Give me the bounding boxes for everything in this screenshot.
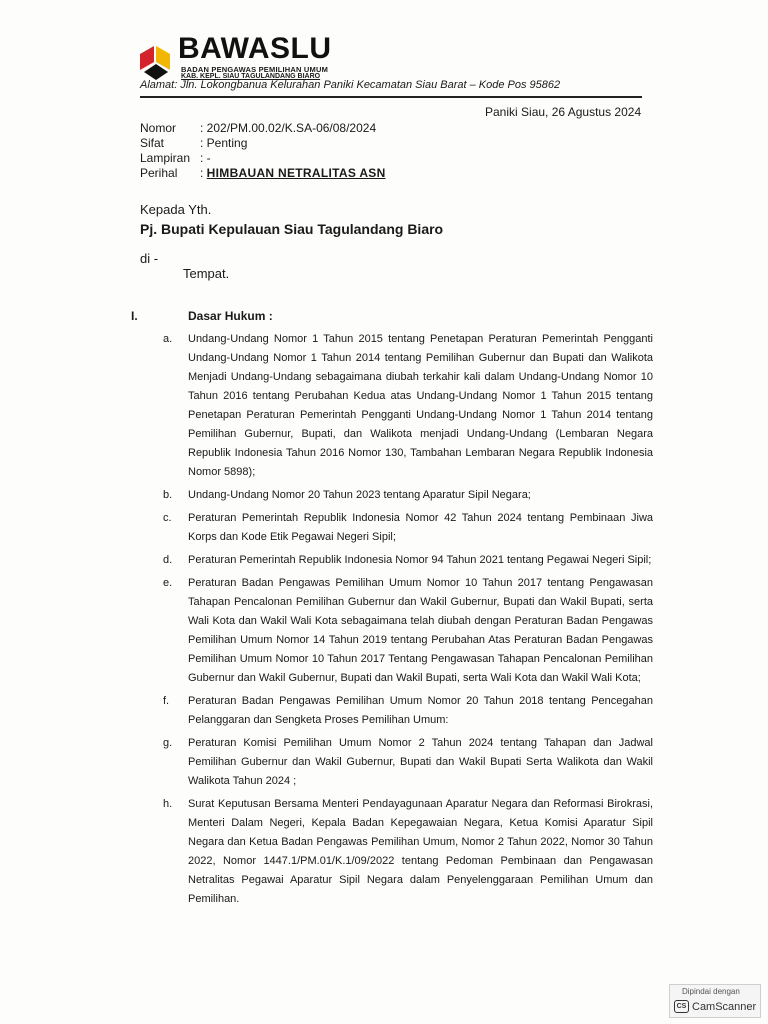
list-item [163, 692, 653, 730]
letter-date: Paniki Siau, 26 Agustus 2024 [485, 105, 642, 119]
legal-basis-list [163, 330, 653, 913]
camscanner-stamp [669, 984, 761, 1018]
list-item [163, 574, 653, 688]
nomor-label: Nomor [140, 121, 177, 135]
list-item-text: Surat Keputusan Bersama Menteri Pendayagunaan Aparatur Negara dan Reformasi Birokrasi, Menteri Dalam Negeri, Kepala Badan Kepegawaian Negara, Ketua Komisi Aparatur Sipil Negara dan Ketua Badan Pengawas Pemilihan Umum, Nomor 2 Tahun 2022, Nomor 30 Tahun 2022, Nomor 1447.1/PM.01/K.1/09/2022 tentang Pedoman Pembinaan dan Pengawasan Netralitas Pegawai Aparatur Sipil Negara dalam Penyelenggaraan Pemilihan Umum dan Pemilihan. [188, 798, 653, 905]
list-item-text: Peraturan Pemerintah Republik Indonesia Nomor 94 Tahun 2021 tentang Pegawai Negeri Sipil; [188, 554, 652, 566]
list-item-text: Peraturan Badan Pengawas Pemilihan Umum Nomor 20 Tahun 2018 tentang Pencegahan Pelanggaran dan Sengketa Proses Pemilihan Umum: [188, 695, 653, 726]
letter-meta [140, 121, 386, 181]
list-item [163, 734, 653, 791]
list-item-text: Peraturan Pemerintah Republik Indonesia Nomor 42 Tahun 2024 tentang Pembinaan Jiwa Korps dan Kode Etik Pegawai Negeri Sipil; [188, 512, 653, 543]
list-item-label: c. [163, 512, 172, 524]
section-heading [131, 309, 273, 323]
list-item-text: Undang-Undang Nomor 1 Tahun 2015 tentang Penetapan Peraturan Pemerintah Pengganti Undang-Undang Nomor 1 Tahun 2014 tentang Pemilihan Gubernur dan Bupati dan Walikota Menjadi Undang-Undang sebagaimana diubah terkahir kali dalam Undang-Undang Nomor 10 Tahun 2016 tentang Perubahan Kedua atas Undang-Undang Nomor 1 Tahun 2015 tentang Penetapan Peraturan Pemerintah Pengganti Undang-Undang Nomor 1 Tahun 2014 tentang Pemilihan Gubernur, Bupati, dan Walikota menjadi Undang-Undang (Lembaran Negara Republik Indonesia Tahun 2016 Nomor 130, Tambahan Lembaran Negara Republik Indonesia Nomor 5898); [188, 333, 653, 478]
brand-subtitle: BADAN PENGAWAS PEMILIHAN UMUM [181, 65, 329, 74]
perihal-colon: : [200, 166, 207, 180]
meta-lampiran [140, 151, 386, 166]
list-item [163, 509, 653, 547]
perihal-value: HIMBAUAN NETRALITAS ASN [206, 166, 386, 180]
brand-name: BAWASLU [178, 32, 332, 65]
sifat-label: Sifat [140, 136, 165, 150]
list-item-label: d. [163, 554, 173, 566]
section-number: I. [131, 309, 138, 323]
scanner-brand [674, 1000, 756, 1013]
nomor-value: : 202/PM.00.02/K.SA-06/08/2024 [200, 121, 377, 135]
lampiran-value: : - [200, 151, 211, 165]
section-title: Dasar Hukum : [188, 309, 273, 323]
kepada-yth: Kepada Yth. [140, 202, 212, 217]
bawaslu-logo-icon [136, 40, 178, 82]
list-item [163, 795, 653, 909]
di-label: di - [140, 251, 159, 266]
tempat-label: Tempat. [183, 266, 230, 281]
list-item-text: Undang-Undang Nomor 20 Tahun 2023 tentang Aparatur Sipil Negara; [188, 489, 531, 501]
camscanner-icon: CS [674, 1000, 689, 1013]
meta-nomor [140, 121, 386, 136]
list-item-label: e. [163, 577, 173, 589]
letterhead-address: Alamat: Jln. Lokongbanua Kelurahan Paniki Kecamatan Siau Barat – Kode Pos 95862 [140, 79, 561, 91]
list-item-label: f. [163, 695, 170, 707]
list-item [163, 486, 653, 505]
list-item-text: Peraturan Badan Pengawas Pemilihan Umum Nomor 10 Tahun 2017 tentang Pengawasan Tahapan Pencalonan Pemilihan Gubernur dan Wakil Gubernur, Bupati dan Wakil Bupati, serta Wali Kota dan Wakil Wali Kota sebagaimana telah diubah dengan Peraturan Badan Pengawas Pemilihan Umum Nomor 14 Tahun 2019 tentang Perubahan Atas Peraturan Badan Pengawas Pemilihan Umum Nomor 10 Tahun 2017 Tentang Pengawasan Tahapan Pencalonan Pemilihan Gubernur dan Wakil Gubernur, Bupati dan Wakil Bupati, serta Wali Kota dan Wakil Wali Kota; [188, 577, 653, 684]
list-item-label: b. [163, 489, 173, 501]
letterhead-divider [140, 96, 642, 98]
list-item-label: a. [163, 333, 173, 345]
list-item [163, 330, 653, 482]
lampiran-label: Lampiran [140, 151, 191, 165]
perihal-label: Perihal [140, 166, 178, 180]
list-item [163, 551, 653, 570]
list-item-text: Peraturan Komisi Pemilihan Umum Nomor 2 Tahun 2024 tentang Tahapan dan Jadwal Pemilihan Gubernur dan Wakil Gubernur, Bupati dan Wakil Bupati Serta Walikota dan Wakil Walikota Tahun 2024 ; [188, 737, 653, 787]
scanner-brand-label: CamScanner [692, 1000, 757, 1013]
meta-sifat [140, 136, 386, 151]
scanner-caption: Dipindai dengan [682, 987, 740, 996]
list-item-label: g. [163, 737, 173, 749]
recipient-name: Pj. Bupati Kepulauan Siau Tagulandang Biaro [140, 221, 444, 237]
meta-perihal [140, 166, 386, 181]
brand-region: KAB. KEPL. SIAU TAGULANDANG BIARO [181, 73, 321, 80]
list-item-label: h. [163, 798, 173, 810]
sifat-value: : Penting [200, 136, 248, 150]
